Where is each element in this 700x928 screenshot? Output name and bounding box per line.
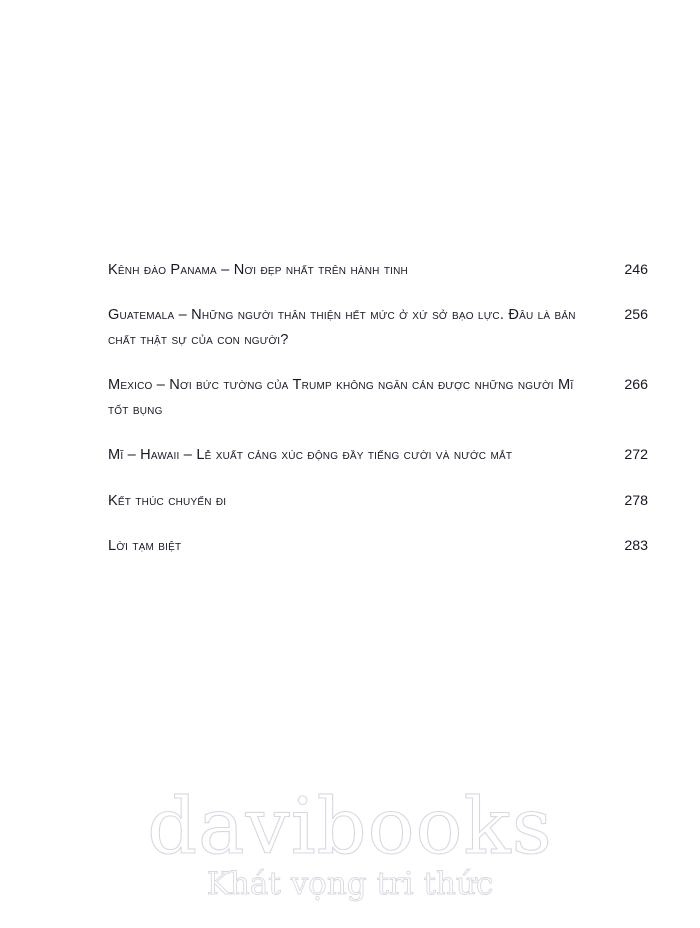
toc-entry-title: Lời tạm biệt bbox=[108, 537, 182, 554]
toc-entry-page-number: 283 bbox=[624, 537, 648, 554]
toc-entry-title: Mĩ – Hawaii – Lễ xuất cảng xúc động đầy tiếng cười và nước mắt bbox=[108, 447, 513, 464]
watermark bbox=[0, 782, 700, 903]
watermark-brand: davibooks bbox=[147, 782, 553, 872]
toc-entry[interactable] bbox=[108, 489, 648, 514]
toc-entry-page-number: 272 bbox=[624, 447, 648, 464]
toc-entry[interactable] bbox=[108, 534, 648, 559]
watermark-tagline: Khát vọng tri thức bbox=[206, 866, 494, 903]
toc-entry-title: Kết thúc chuyến đi bbox=[108, 492, 227, 509]
toc-entry-title: Guatemala – Những người thân thiện hết mức ở xứ sở bạo lực. Đâu là bản chất thật sự của con người? bbox=[108, 307, 576, 349]
table-of-contents bbox=[108, 258, 648, 579]
toc-entry-page-number: 256 bbox=[624, 307, 648, 324]
toc-entry-page-number: 278 bbox=[624, 492, 648, 509]
toc-entry[interactable] bbox=[108, 373, 648, 423]
toc-entry-page-number: 266 bbox=[624, 377, 648, 394]
toc-entry-title: Kênh đào Panama – Nơi đẹp nhất trên hành tinh bbox=[108, 262, 408, 278]
toc-entry[interactable] bbox=[108, 303, 648, 353]
toc-entry-page-number: 246 bbox=[624, 262, 648, 278]
toc-entry[interactable] bbox=[108, 443, 648, 468]
toc-entry[interactable] bbox=[108, 258, 648, 283]
toc-entry-title: Mexico – Nơi bức tường của Trump không ngăn cản được những người Mĩ tốt bụng bbox=[108, 377, 574, 419]
